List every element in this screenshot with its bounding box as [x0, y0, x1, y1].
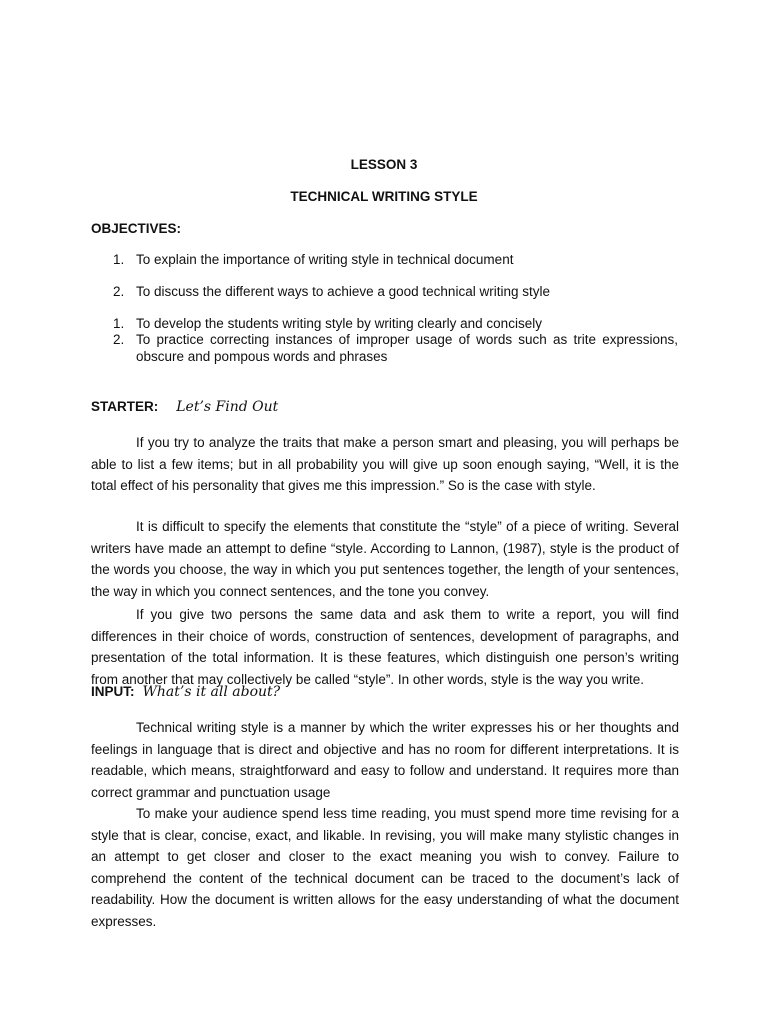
starter-paragraph: If you try to analyze the traits that make a person smart and pleasing, you will perhaps be able to list a few items; but in all probability you will give up soon enough saying, “Well, it is the total effect of his personality that gives me this impression.” So is the case with style. [91, 435, 679, 493]
objective-number: 1. [113, 316, 125, 331]
objective-text: To explain the importance of writing style in technical document [136, 252, 514, 267]
objective-number: 2. [113, 284, 125, 299]
objective-text: To discuss the different ways to achieve a good technical writing style [136, 284, 550, 299]
lesson-number: LESSON 3 [350, 157, 418, 172]
objective-text: To practice correcting instances of improper usage of words such as trite expressions, obscure and pompous words and phrases [136, 332, 678, 364]
input-heading [91, 682, 280, 702]
objective-item [113, 316, 678, 333]
input-label: INPUT: [91, 684, 135, 699]
objective-number: 1. [113, 252, 125, 267]
starter-label: STARTER: [91, 399, 159, 414]
objective-item [113, 252, 678, 269]
starter-heading [91, 397, 278, 417]
input-subtitle: What’s it all about? [142, 684, 281, 700]
input-paragraph: Technical writing style is a manner by which the writer expresses his or her thoughts and feelings in language that is direct and objective and has no room for different interpretations. It is readable, which means, straightforward and easy to follow and understand. It requires more than correct grammar and punctuation usage [91, 720, 679, 800]
lesson-title: TECHNICAL WRITING STYLE [290, 189, 478, 204]
starter-paragraph: It is difficult to specify the elements that constitute the “style” of a piece of writing. Several writers have made an attempt to define “style. According to Lannon, (1987), style is the product of the words you choose, the way in which you put sentences together, the length of your sentences, the way in which you connect sentences, and the tone you convey. [91, 519, 679, 599]
input-paragraph: To make your audience spend less time reading, you must spend more time revising for a style that is clear, concise, exact, and likable. In revising, you will make many stylistic changes in an attempt to get closer and closer to the exact meaning you wish to convey. Failure to comprehend the content of the technical document can be traced to the document’s lack of readability. How the document is written allows for the easy understanding of what the document expresses. [91, 806, 679, 929]
starter-subtitle: Let’s Find Out [176, 399, 279, 415]
objective-number: 2. [113, 332, 125, 347]
starter-paragraph: If you give two persons the same data and ask them to write a report, you will find differences in their choice of words, construction of sentences, development of paragraphs, and presentation of the total information. It is these features, which distinguish one person’s writing from another that may collectively be called “style”. In other words, style is the way you write. [91, 607, 679, 687]
objective-item [113, 332, 678, 365]
objective-item [113, 284, 678, 301]
objectives-heading: OBJECTIVES: [91, 221, 182, 236]
objective-text: To develop the students writing style by writing clearly and concisely [136, 316, 542, 331]
